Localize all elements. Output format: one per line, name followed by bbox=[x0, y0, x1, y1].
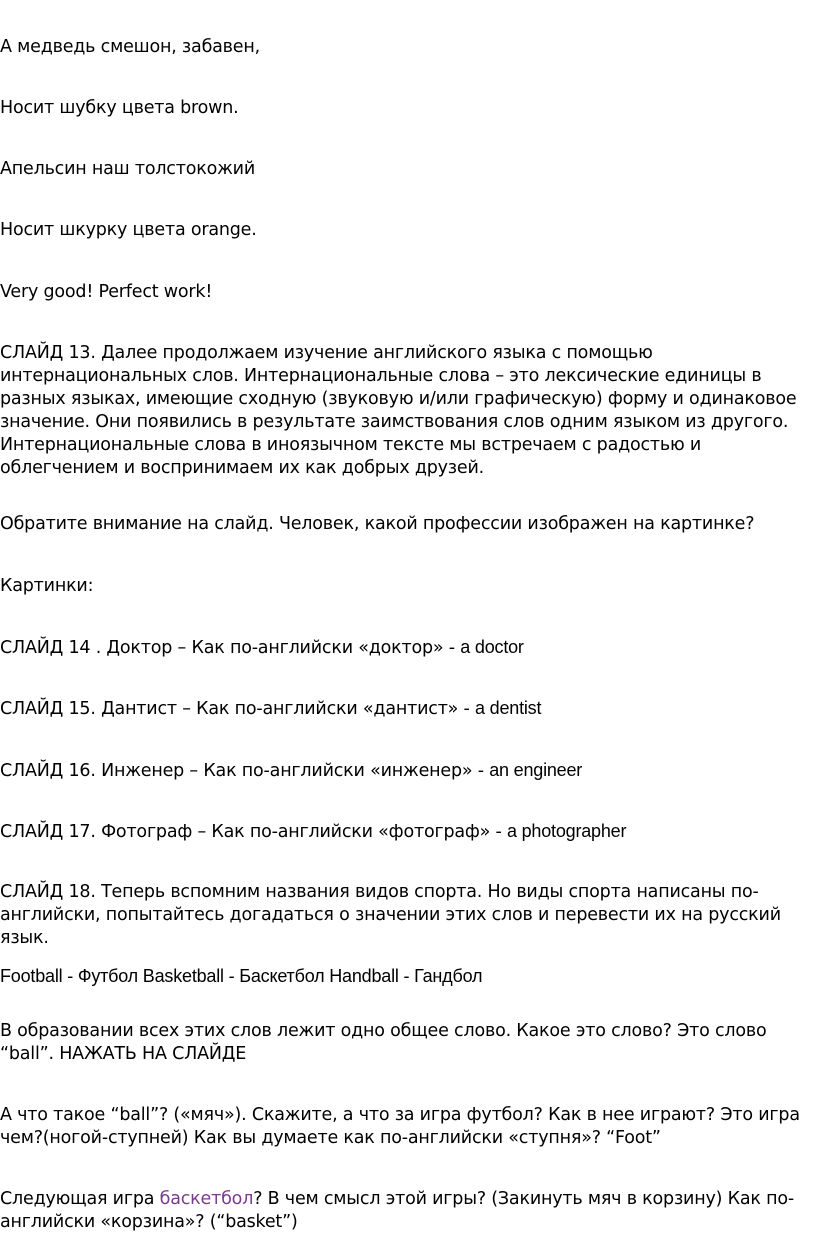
slide-15-line bbox=[0, 697, 810, 721]
poem-line-4: Носит шкурку цвета orange. bbox=[0, 220, 257, 240]
praise-line: Very good! Perfect work! bbox=[0, 282, 213, 302]
basket-paragraph bbox=[0, 1188, 810, 1234]
poem-line-3: Апельсин наш толстокожий bbox=[0, 159, 256, 179]
slide-13-paragraph: СЛАЙД 13. Далее продолжаем изучение английского языка с помощью интернациональных слов. Интернациональные слова – это лексические единицы в разных языках, имеющие сходную (звуковую и/или графическую) форму и одинаковое значение. Они появились в результате заимствования слов одним языком из другого. Интернациональные слова в иноязычном тексте мы встречаем с радостью и облегчением и воспринимаем их как добрых друзей. bbox=[0, 343, 797, 478]
question-paragraph: Обратите внимание на слайд. Человек, какой профессии изображен на картинке? bbox=[0, 514, 755, 534]
poem-line-2: Носит шубку цвета brown. bbox=[0, 98, 239, 118]
slide-17-line bbox=[0, 820, 810, 844]
slide-14-line bbox=[0, 636, 810, 660]
slide-17-text: СЛАЙД 17. Фотограф – Как по-английски «фотограф» - bbox=[0, 822, 507, 842]
basket-text-end: ? В чем смысл этой игры? (Закинуть мяч в корзину) Как по-английски «корзина»? (“basket”) bbox=[0, 1189, 794, 1232]
sports-line: Football - Футбол Basketball - Баскетбол Handball - Гандбол bbox=[0, 966, 483, 986]
slide-18-paragraph: СЛАЙД 18. Теперь вспомним названия видов спорта. Но виды спорта написаны по-английски, попытайтесь догадаться о значении этих слов и перевести их на русский язык. bbox=[0, 882, 781, 948]
slide-16-english: an engineer bbox=[489, 760, 583, 780]
ball-paragraph: В образовании всех этих слов лежит одно общее слово. Какое это слово? Это слово “ball”. НАЖАТЬ НА СЛАЙДЕ bbox=[0, 1021, 767, 1064]
slide-14-text: СЛАЙД 14 . Доктор – Как по-английски «доктор» - bbox=[0, 638, 461, 658]
pictures-label: Картинки: bbox=[0, 576, 94, 596]
slide-16-text: СЛАЙД 16. Инженер – Как по-английски «инженер» - bbox=[0, 761, 490, 781]
poem-line-1: А медведь смешон, забавен, bbox=[0, 37, 260, 57]
slide-15-english: a dentist bbox=[475, 698, 542, 718]
slide-14-english: a doctor bbox=[460, 637, 524, 657]
basketball-link[interactable]: баскетбол bbox=[159, 1189, 254, 1209]
foot-paragraph: А что такое “ball”? («мяч»). Скажите, а что за игра футбол? Как в нее играют? Это игра чем?(ногой-ступней) Как вы думаете как по-английски «ступня»? “Foot” bbox=[0, 1105, 800, 1148]
slide-15-text: СЛАЙД 15. Дантист – Как по-английски «дантист» - bbox=[0, 699, 476, 719]
basket-text-start: Следующая игра bbox=[0, 1189, 160, 1209]
slide-17-english: a photographer bbox=[506, 821, 627, 841]
slide-16-line bbox=[0, 759, 810, 783]
